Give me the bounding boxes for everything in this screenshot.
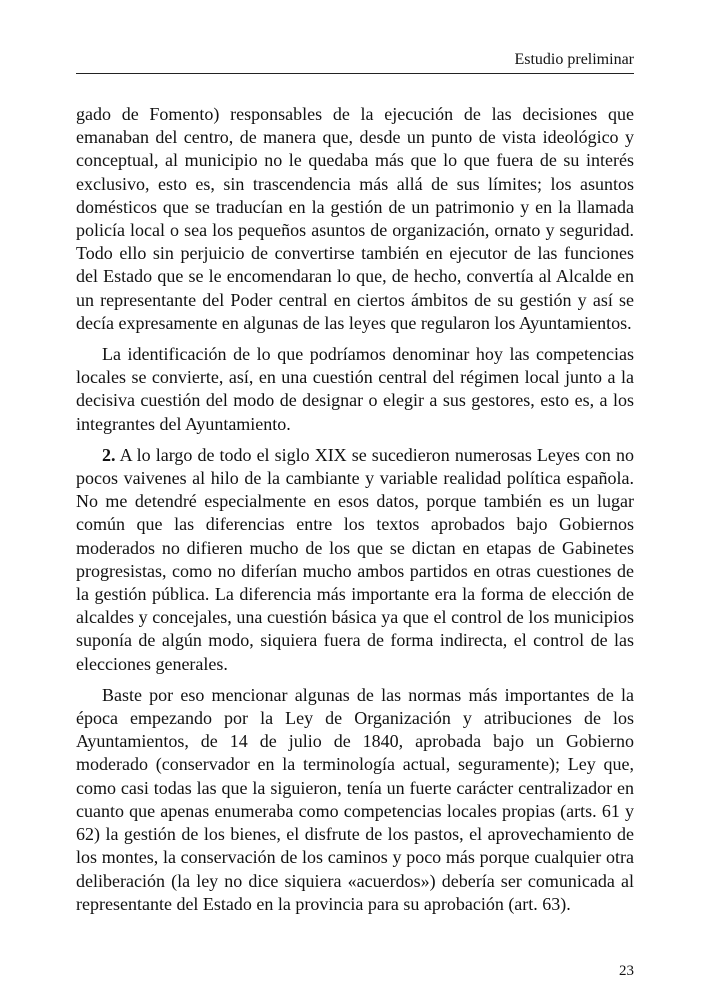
body-text <box>76 103 634 924</box>
paragraph-text: Baste por eso mencionar algunas de las normas más importantes de la época empezando por la Ley de Organización y atribuciones de los Ayuntamientos, de 14 de julio de 1840, aprobada bajo un Gobierno moderado (conservador en la terminología actual, seguramente); Ley que, como casi todas las que la siguieron, tenía un fuerte carácter centralizador en cuanto que apenas enumeraba como competencias locales propias (arts. 61 y 62) la gestión de los bienes, el disfrute de los pastos, el aprovechamiento de los montes, la conservación de los caminos y poco más porque cualquier otra deliberación (la ley no dice siquiera «acuerdos») debería ser comunicada al representante del Estado en la provincia para su aprobación (art. 63). <box>76 684 634 914</box>
paragraph-text: La identificación de lo que podríamos denominar hoy las competencias locales se convierte, así, en una cuestión central del régimen local junto a la decisiva cuestión del modo de designar o elegir a sus gestores, esto es, a los integrantes del Ayuntamiento. <box>76 344 634 434</box>
running-header <box>76 50 634 74</box>
section-number: 2. <box>102 444 116 465</box>
paragraph-text: A lo largo de todo el siglo XIX se sucedieron numerosas Leyes con no pocos vaivenes al hilo de la cambiante y variable realidad política española. No me detendré especialmente en esos datos, porque también es un lugar común que las diferencias entre los textos aprobados bajo Gobiernos moderados no difieren mucho de los que se dictan en etapas de Gabinetes progresistas, como no diferían mucho ambos partidos en otras cuestiones de la gestión pública. La diferencia más importante era la forma de elección de alcaldes y concejales, una cuestión básica ya que el control de los municipios suponía de algún modo, siquiera fuera de forma indirecta, el control de las elecciones generales. <box>76 444 634 674</box>
paragraph-continuation <box>76 103 634 335</box>
page-number: 23 <box>619 963 634 979</box>
paragraph-section-2 <box>76 444 634 676</box>
paragraph-competencias <box>76 343 634 436</box>
running-title: Estudio preliminar <box>514 51 634 68</box>
paragraph-text: gado de Fomento) responsables de la ejecución de las decisiones que emanaban del centro, de manera que, desde un punto de vista ideológico y conceptual, al municipio no le quedaba más que lo que fuera de su interés exclusivo, esto es, sin trascendencia más allá de sus límites; los asuntos domésticos que se traducían en la gestión de un patrimonio y en la llamada policía local o sea los pequeños asuntos de organización, ornato y seguridad. Todo ello sin perjuicio de convertirse también en ejecutor de las funciones del Estado que se le encomendaran lo que, de hecho, convertía al Alcalde en un representante del Poder central en ciertos ámbitos de su gestión y así se decía expresamente en algunas de las leyes que regularon los Ayuntamientos. <box>76 104 634 333</box>
paragraph-ley-1840 <box>76 684 634 916</box>
